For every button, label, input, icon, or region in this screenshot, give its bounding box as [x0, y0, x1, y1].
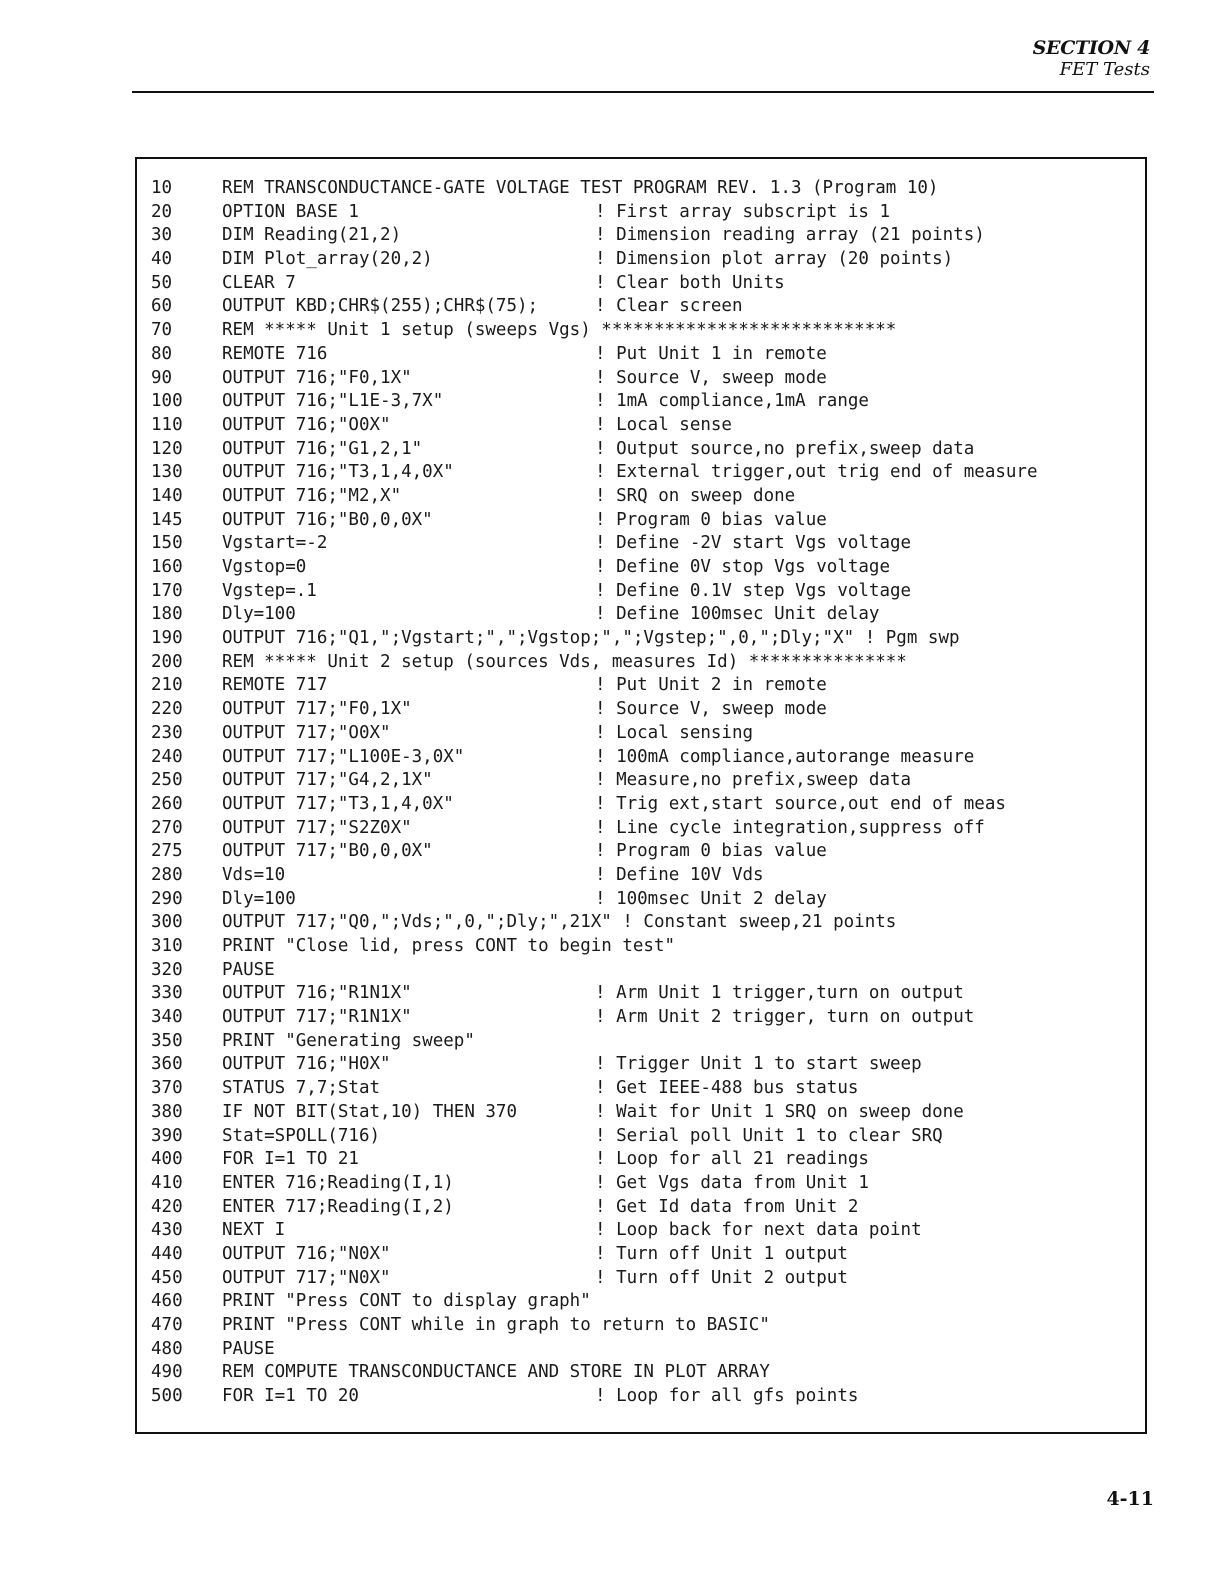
code-statement: PRINT "Press CONT to display graph" — [222, 1291, 591, 1312]
code-statement: OUTPUT 716;"M2,X" — [222, 485, 402, 506]
code-comment: ! First array subscript is 1 — [595, 201, 891, 222]
code-statement: FOR I=1 TO 20 — [222, 1386, 359, 1407]
code-statement: REM TRANSCONDUCTANCE-GATE VOLTAGE TEST PROGRAM REV. 1.3 (Program 10) — [222, 178, 939, 198]
code-line — [151, 1196, 1141, 1220]
code-comment: ! Line cycle integration,suppress off — [595, 817, 985, 838]
code-line — [151, 295, 1141, 319]
line-number: 160 — [151, 557, 183, 577]
code-line — [151, 1030, 1141, 1054]
code-comment: ! Loop back for next data point — [595, 1220, 922, 1241]
code-comment: ! Output source,no prefix,sweep data — [595, 438, 975, 459]
code-statement: OUTPUT 717;"T3,1,4,0X" — [222, 793, 454, 814]
code-statement: CLEAR 7 — [222, 272, 296, 293]
code-line — [151, 390, 1141, 414]
code-comment: ! Trigger Unit 1 to start sweep — [595, 1054, 922, 1075]
code-statement: REM COMPUTE TRANSCONDUCTANCE AND STORE IN PLOT ARRAY — [222, 1362, 770, 1383]
line-number: 240 — [151, 746, 183, 767]
code-line — [151, 1101, 1141, 1125]
code-comment: ! Turn off Unit 1 output — [595, 1243, 848, 1264]
code-statement: OUTPUT 717;"Q0,";Vds;",0,";Dly;",21X" ! Constant sweep,21 points — [222, 912, 897, 933]
code-comment: ! Define -2V start Vgs voltage — [595, 533, 912, 554]
code-line — [151, 343, 1141, 367]
line-number: 300 — [151, 912, 183, 933]
code-comment: ! Local sensing — [595, 722, 754, 743]
code-line — [151, 959, 1141, 983]
code-line — [151, 603, 1141, 627]
code-line — [151, 1267, 1141, 1291]
code-statement: REMOTE 717 — [222, 675, 328, 696]
line-number: 410 — [151, 1172, 183, 1193]
code-statement: REMOTE 716 — [222, 343, 328, 364]
line-number: 220 — [151, 699, 183, 720]
line-number: 210 — [151, 675, 183, 696]
line-number: 70 — [151, 320, 173, 341]
code-comment: ! Source V, sweep mode — [595, 699, 827, 720]
code-comment: ! Get IEEE-488 bus status — [595, 1078, 859, 1099]
code-comment: ! Get Vgs data from Unit 1 — [595, 1172, 869, 1193]
code-comment: ! Dimension reading array (21 points) — [595, 225, 985, 246]
header-rule — [132, 91, 1154, 93]
code-statement: OUTPUT 716;"Q1,";Vgstart;",";Vgstop;",";Vgstep;",0,";Dly;"X" ! Pgm swp — [222, 628, 960, 649]
code-comment: ! Arm Unit 2 trigger, turn on output — [595, 1007, 975, 1028]
code-statement: OUTPUT 716;"O0X" — [222, 414, 391, 435]
code-comment: ! Define 10V Vds — [595, 864, 764, 885]
code-statement: PRINT "Close lid, press CONT to begin test" — [222, 936, 676, 956]
code-statement: PAUSE — [222, 1338, 275, 1359]
code-line — [151, 532, 1141, 556]
line-number: 260 — [151, 793, 183, 814]
line-number: 440 — [151, 1243, 183, 1264]
code-line — [151, 1290, 1141, 1314]
code-statement: OUTPUT 717;"R1N1X" — [222, 1007, 412, 1028]
code-line — [151, 722, 1141, 746]
code-statement: Vgstart=-2 — [222, 533, 328, 554]
page-number: 4-11 — [1106, 1488, 1154, 1510]
line-number: 380 — [151, 1101, 183, 1122]
code-line — [151, 438, 1141, 462]
line-number: 330 — [151, 983, 183, 1004]
code-comment: ! 100mA compliance,autorange measure — [595, 746, 975, 767]
line-number: 10 — [151, 178, 173, 198]
line-number: 140 — [151, 485, 183, 506]
line-number: 170 — [151, 580, 183, 601]
code-line — [151, 840, 1141, 864]
code-statement: OUTPUT 716;"F0,1X" — [222, 367, 412, 388]
code-line — [151, 1243, 1141, 1267]
line-number: 480 — [151, 1338, 183, 1359]
code-statement: OUTPUT 716;"L1E-3,7X" — [222, 391, 444, 412]
code-statement: PAUSE — [222, 959, 275, 980]
line-number: 50 — [151, 272, 173, 293]
line-number: 200 — [151, 651, 183, 672]
code-line — [151, 414, 1141, 438]
code-statement: PRINT "Press CONT while in graph to return to BASIC" — [222, 1315, 770, 1335]
line-number: 275 — [151, 841, 183, 862]
code-comment: ! Loop for all 21 readings — [595, 1149, 869, 1170]
line-number: 40 — [151, 249, 173, 270]
code-statement: OUTPUT 717;"B0,0,0X" — [222, 841, 433, 862]
code-line — [151, 769, 1141, 793]
line-number: 320 — [151, 959, 183, 980]
code-statement: REM ***** Unit 2 setup (sources Vds, measures Id) *************** — [222, 651, 907, 672]
line-number: 80 — [151, 343, 173, 364]
code-statement: OUTPUT 716;"G1,2,1" — [222, 438, 423, 459]
code-statement: STATUS 7,7;Stat — [222, 1078, 381, 1099]
code-line — [151, 224, 1141, 248]
code-line — [151, 793, 1141, 817]
code-comment: ! Wait for Unit 1 SRQ on sweep done — [595, 1101, 964, 1122]
code-line — [151, 935, 1141, 959]
code-statement: OPTION BASE 1 — [222, 201, 359, 222]
line-number: 290 — [151, 888, 183, 909]
line-number: 30 — [151, 225, 173, 246]
line-number: 460 — [151, 1291, 183, 1312]
code-comment: ! 100msec Unit 2 delay — [595, 888, 827, 909]
code-comment: ! Program 0 bias value — [595, 509, 827, 530]
line-number: 340 — [151, 1007, 183, 1028]
code-statement: PRINT "Generating sweep" — [222, 1030, 475, 1051]
line-number: 470 — [151, 1315, 183, 1335]
line-number: 230 — [151, 722, 183, 743]
code-statement: FOR I=1 TO 21 — [222, 1149, 359, 1170]
code-comment: ! Local sense — [595, 414, 732, 435]
code-line — [151, 911, 1141, 935]
line-number: 110 — [151, 414, 183, 435]
code-line — [151, 627, 1141, 651]
code-line — [151, 248, 1141, 272]
code-line — [151, 864, 1141, 888]
code-comment: ! Turn off Unit 2 output — [595, 1267, 848, 1288]
section-title: SECTION 4 — [1032, 37, 1150, 59]
line-number: 150 — [151, 533, 183, 554]
line-number: 145 — [151, 509, 183, 530]
code-comment: ! Clear screen — [595, 296, 743, 317]
code-line — [151, 746, 1141, 770]
code-statement: OUTPUT KBD;CHR$(255);CHR$(75); — [222, 296, 539, 317]
code-comment: ! 1mA compliance,1mA range — [595, 391, 869, 412]
code-statement: OUTPUT 717;"S2Z0X" — [222, 817, 412, 838]
code-line — [151, 1385, 1141, 1409]
code-comment: ! Put Unit 2 in remote — [595, 675, 827, 696]
line-number: 250 — [151, 770, 183, 791]
code-comment: ! Arm Unit 1 trigger,turn on output — [595, 983, 964, 1004]
code-line — [151, 1125, 1141, 1149]
code-line — [151, 556, 1141, 580]
code-statement: OUTPUT 717;"G4,2,1X" — [222, 770, 433, 791]
line-number: 270 — [151, 817, 183, 838]
code-comment: ! Define 100msec Unit delay — [595, 604, 880, 625]
code-line — [151, 272, 1141, 296]
code-statement: ENTER 716;Reading(I,1) — [222, 1172, 454, 1193]
code-statement: OUTPUT 716;"R1N1X" — [222, 983, 412, 1004]
code-line — [151, 1077, 1141, 1101]
line-number: 370 — [151, 1078, 183, 1099]
code-line — [151, 1338, 1141, 1362]
program-listing-box — [135, 157, 1147, 1434]
code-line — [151, 1053, 1141, 1077]
code-comment: ! Measure,no prefix,sweep data — [595, 770, 912, 791]
section-subtitle: FET Tests — [1059, 59, 1150, 80]
code-line — [151, 1172, 1141, 1196]
line-number: 350 — [151, 1030, 183, 1051]
code-statement: DIM Reading(21,2) — [222, 225, 402, 246]
code-comment: ! Source V, sweep mode — [595, 367, 827, 388]
code-statement: OUTPUT 716;"B0,0,0X" — [222, 509, 433, 530]
line-number: 180 — [151, 604, 183, 625]
code-comment: ! Dimension plot array (20 points) — [595, 249, 954, 270]
code-statement: OUTPUT 717;"F0,1X" — [222, 699, 412, 720]
code-line — [151, 1006, 1141, 1030]
line-number: 130 — [151, 462, 183, 483]
code-line — [151, 580, 1141, 604]
code-statement: DIM Plot_array(20,2) — [222, 249, 433, 270]
code-line — [151, 201, 1141, 225]
code-line — [151, 698, 1141, 722]
code-statement: Vgstop=0 — [222, 557, 307, 577]
code-statement: OUTPUT 717;"O0X" — [222, 722, 391, 743]
code-line — [151, 982, 1141, 1006]
code-line — [151, 1219, 1141, 1243]
line-number: 90 — [151, 367, 173, 388]
line-number: 500 — [151, 1386, 183, 1407]
line-number: 120 — [151, 438, 183, 459]
code-statement: Dly=100 — [222, 604, 296, 625]
line-number: 190 — [151, 628, 183, 649]
code-line — [151, 177, 1141, 201]
code-line — [151, 319, 1141, 343]
code-statement: IF NOT BIT(Stat,10) THEN 370 — [222, 1101, 518, 1122]
code-statement: Dly=100 — [222, 888, 296, 909]
code-comment: ! Define 0V stop Vgs voltage — [595, 557, 891, 577]
code-line — [151, 485, 1141, 509]
code-statement: ENTER 717;Reading(I,2) — [222, 1196, 454, 1217]
code-statement: REM ***** Unit 1 setup (sweeps Vgs) **************************** — [222, 320, 897, 341]
code-comment: ! External trigger,out trig end of measure — [595, 462, 1038, 483]
line-number: 420 — [151, 1196, 183, 1217]
code-line — [151, 461, 1141, 485]
code-statement: Vgstep=.1 — [222, 580, 317, 601]
line-number: 60 — [151, 296, 173, 317]
code-comment: ! Get Id data from Unit 2 — [595, 1196, 859, 1217]
code-statement: NEXT I — [222, 1220, 286, 1241]
code-statement: Vds=10 — [222, 864, 286, 885]
code-statement: Stat=SPOLL(716) — [222, 1125, 381, 1146]
code-comment: ! Serial poll Unit 1 to clear SRQ — [595, 1125, 943, 1146]
line-number: 280 — [151, 864, 183, 885]
line-number: 20 — [151, 201, 173, 222]
line-number: 360 — [151, 1054, 183, 1075]
code-statement: OUTPUT 716;"T3,1,4,0X" — [222, 462, 454, 483]
code-line — [151, 1314, 1141, 1338]
code-line — [151, 1148, 1141, 1172]
code-line — [151, 1361, 1141, 1385]
line-number: 100 — [151, 391, 183, 412]
code-statement: OUTPUT 716;"H0X" — [222, 1054, 391, 1075]
code-statement: OUTPUT 717;"L100E-3,0X" — [222, 746, 465, 767]
section-header — [1033, 38, 1150, 80]
code-statement: OUTPUT 717;"N0X" — [222, 1267, 391, 1288]
line-number: 400 — [151, 1149, 183, 1170]
code-line — [151, 509, 1141, 533]
program-listing — [151, 177, 1141, 1409]
code-comment: ! Define 0.1V step Vgs voltage — [595, 580, 912, 601]
code-statement: OUTPUT 716;"N0X" — [222, 1243, 391, 1264]
code-comment: ! Clear both Units — [595, 272, 785, 293]
code-line — [151, 651, 1141, 675]
line-number: 390 — [151, 1125, 183, 1146]
code-comment: ! Put Unit 1 in remote — [595, 343, 827, 364]
line-number: 450 — [151, 1267, 183, 1288]
code-line — [151, 367, 1141, 391]
code-comment: ! Trig ext,start source,out end of meas — [595, 793, 1006, 814]
line-number: 490 — [151, 1362, 183, 1383]
code-line — [151, 674, 1141, 698]
code-line — [151, 888, 1141, 912]
code-comment: ! SRQ on sweep done — [595, 485, 796, 506]
code-comment: ! Program 0 bias value — [595, 841, 827, 862]
line-number: 310 — [151, 936, 183, 956]
line-number: 430 — [151, 1220, 183, 1241]
code-comment: ! Loop for all gfs points — [595, 1386, 859, 1407]
code-line — [151, 817, 1141, 841]
